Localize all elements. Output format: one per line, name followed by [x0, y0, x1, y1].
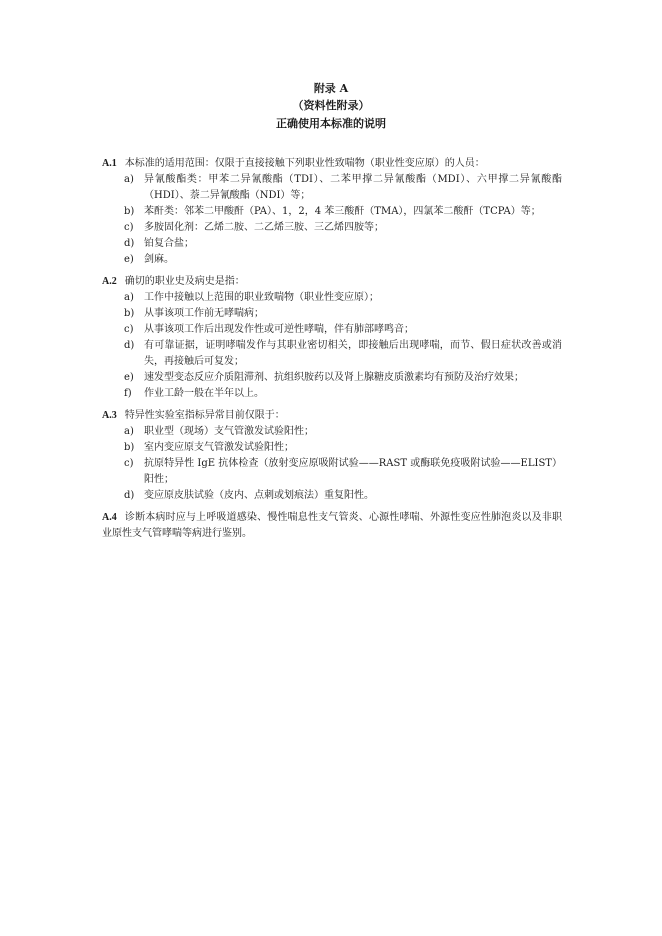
list-item	[102, 172, 562, 204]
section-a2	[102, 274, 562, 402]
section-a3	[102, 408, 562, 504]
list-item	[102, 236, 562, 252]
item-marker: b)	[124, 206, 135, 217]
section-text: 确切的职业史及病史是指：	[124, 276, 245, 287]
item-marker: a)	[124, 426, 134, 437]
item-marker: b)	[124, 308, 135, 319]
item-text: 从事该项工作前无哮喘病；	[144, 308, 264, 319]
section-text: 本标准的适用范围：仅限于直接接触下列职业性致喘物（职业性变应原）的人员：	[124, 158, 485, 169]
appendix-title: 正确使用本标准的说明	[276, 117, 386, 130]
section-a4	[102, 510, 562, 542]
list-item	[102, 488, 562, 504]
item-marker: a)	[124, 174, 134, 185]
list-item	[102, 338, 562, 370]
item-text: 有可靠证据，证明哮喘发作与其职业密切相关，即接触后出现哮喘，而节、假日症状改善或消失，再接触后可复发；	[144, 340, 562, 367]
list-item	[102, 322, 562, 338]
item-marker: d)	[124, 340, 135, 351]
item-marker: d)	[124, 490, 135, 501]
section-number: A.2	[102, 276, 117, 287]
appendix-body	[102, 156, 562, 542]
item-marker: c)	[124, 458, 134, 469]
list-item	[102, 386, 562, 402]
item-text: 速发型变态反应介质阻滞剂、抗组织胺药以及肾上腺糖皮质激素均有预防及治疗效果；	[144, 372, 524, 383]
item-marker: e)	[124, 372, 134, 383]
section-text: 诊断本病时应与上呼吸道感染、慢性喘息性支气管炎、心源性哮喘、外源性变应性肺泡炎以及非职业原性支气管哮喘等病进行鉴别。	[102, 512, 562, 539]
item-text: 从事该项工作后出现发作性或可逆性哮喘，伴有肺部哮鸣音；	[144, 324, 414, 335]
list-item	[102, 290, 562, 306]
item-marker: a)	[124, 292, 134, 303]
item-marker: c)	[124, 324, 134, 335]
item-text: 作业工龄一般在半年以上。	[144, 388, 264, 399]
section-number: A.4	[102, 512, 117, 523]
item-text: 铂复合盐；	[144, 238, 194, 249]
list-item	[102, 220, 562, 236]
item-text: 苯酐类：邻苯二甲酸酐（PA）、1，2，4 苯三酸酐（TMA），四氯苯二酸酐（TCPA）等；	[144, 206, 541, 217]
item-marker: e)	[124, 254, 134, 265]
appendix-nature: （资料性附录）	[292, 99, 370, 112]
item-text: 多胺固化剂：乙烯二胺、二乙烯三胺、三乙烯四胺等；	[144, 222, 384, 233]
item-text: 抗原特异性 IgE 抗体检查（放射变应原吸附试验——RAST 或酶联免疫吸附试验——ELIST）阳性；	[144, 458, 562, 485]
item-marker: d)	[124, 238, 135, 249]
list-item	[102, 456, 562, 488]
list-item	[102, 252, 562, 268]
section-a1	[102, 156, 562, 268]
item-text: 变应原皮肤试验（皮内、点刺或划痕法）重复阳性。	[144, 490, 374, 501]
item-text: 异氰酸酯类：甲苯二异氰酸酯（TDI）、二苯甲撑二异氰酸酯（MDI）、六甲撑二异氰酸酯（HDI）、萘二异氰酸酯（NDI）等；	[144, 174, 562, 201]
item-marker: f)	[124, 388, 132, 399]
item-text: 剑麻。	[144, 254, 174, 265]
list-item	[102, 440, 562, 456]
section-number: A.1	[102, 158, 117, 169]
item-marker: b)	[124, 442, 135, 453]
item-text: 工作中接触以上范围的职业致喘物（职业性变应原）；	[144, 292, 379, 303]
section-number: A.3	[102, 410, 117, 421]
list-item	[102, 424, 562, 440]
item-text: 室内变应原支气管激发试验阳性；	[144, 442, 294, 453]
section-text: 特异性实验室指标异常目前仅限于：	[124, 410, 285, 421]
list-item	[102, 370, 562, 386]
item-marker: c)	[124, 222, 134, 233]
list-item	[102, 204, 562, 220]
appendix-label: 附录 A	[313, 82, 349, 95]
list-item	[102, 306, 562, 322]
item-text: 职业型（现场）支气管激发试验阳性；	[144, 426, 314, 437]
